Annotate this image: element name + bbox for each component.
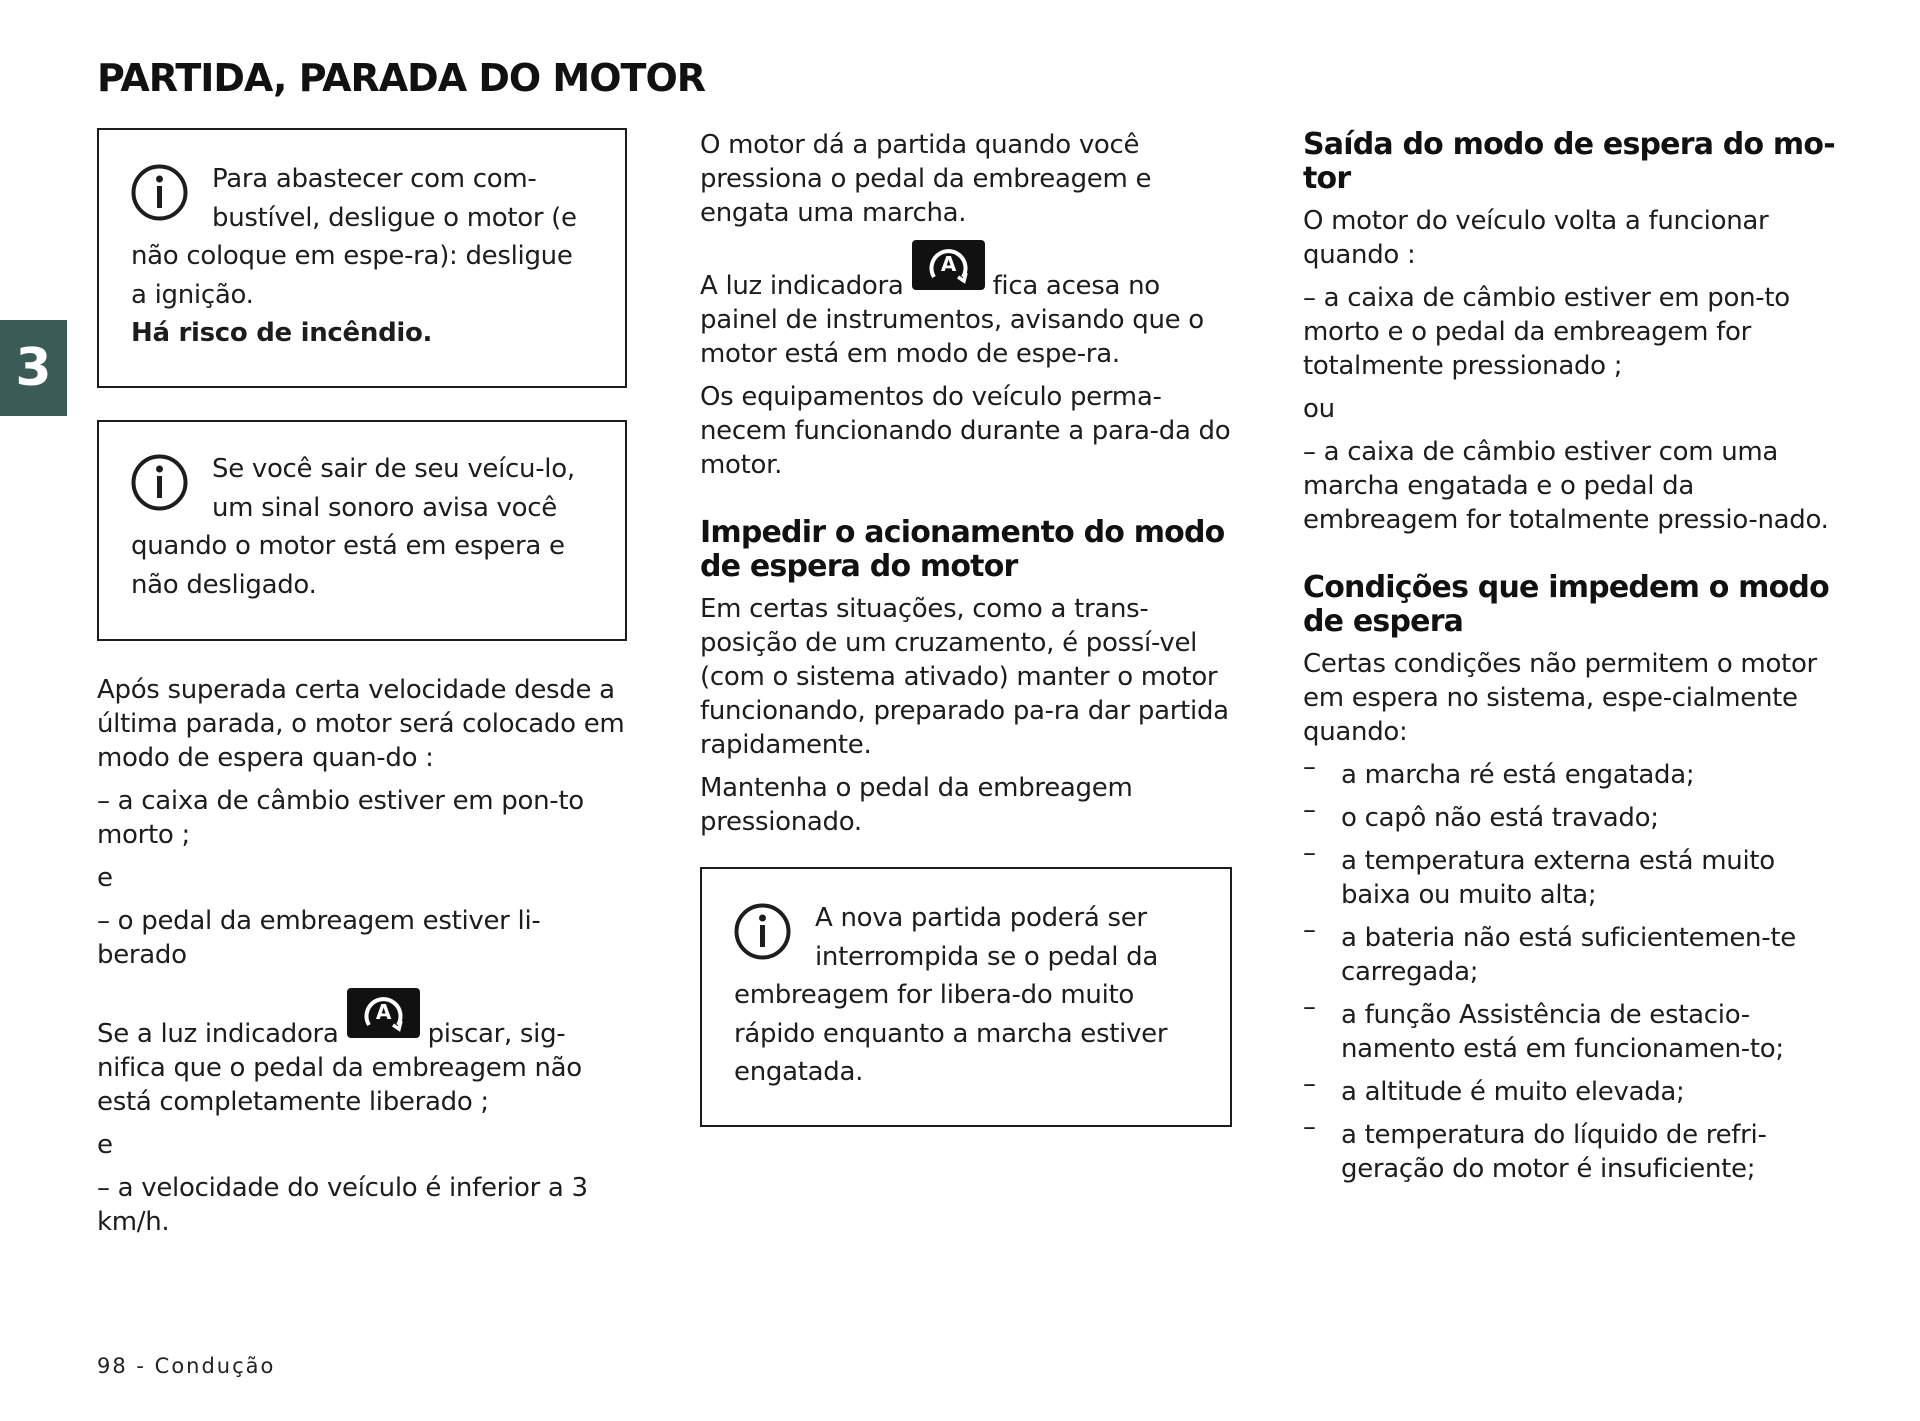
list-item: – a velocidade do veículo é inferior a 3 km/h. bbox=[97, 1173, 588, 1237]
list-item-text: a altitude é muito elevada; bbox=[1341, 1077, 1685, 1107]
list-item: – o pedal da embreagem estiver li-berado bbox=[97, 906, 541, 970]
column-1 bbox=[97, 128, 627, 1248]
column-2 bbox=[700, 128, 1236, 1127]
paragraph-indicator-blink bbox=[97, 998, 627, 1119]
bullet-dash: – bbox=[1303, 795, 1316, 825]
list-item-text: a função Assistência de estacio-namento está em funcionamen-to; bbox=[1341, 1000, 1784, 1064]
info-icon bbox=[734, 903, 791, 960]
info-icon bbox=[131, 454, 188, 511]
page-title: PARTIDA, PARADA DO MOTOR bbox=[97, 56, 706, 100]
paragraph: O motor do veículo volta a funcionar quando : bbox=[1303, 206, 1769, 270]
note-leave-vehicle-text: Se você sair de seu veícu-lo, um sinal sonoro avisa você quando o motor está em espera e não desligado. bbox=[131, 454, 575, 600]
list-item: – a caixa de câmbio estiver em pon-to morto e o pedal da embreagem for totalmente pressionado ; bbox=[1303, 283, 1790, 381]
list-item-text: a marcha ré está engatada; bbox=[1341, 760, 1695, 790]
paragraph: Os equipamentos do veículo perma-necem funcionando durante a para-da do motor. bbox=[700, 382, 1231, 480]
text-fragment: Se a luz indicadora bbox=[97, 1019, 339, 1049]
text-fragment: piscar, sig-nifica que o pedal da embreagem não está completamente liberado ; bbox=[97, 1019, 582, 1117]
auto-stop-indicator-icon bbox=[912, 240, 985, 290]
bullet-dash: – bbox=[1303, 1112, 1316, 1142]
list-item-text: a temperatura do líquido de refri-geração do motor é insuficiente; bbox=[1341, 1120, 1767, 1184]
section-heading: Saída do modo de espera do mo-tor bbox=[1303, 127, 1835, 196]
paragraph: Mantenha o pedal da embreagem pressionado. bbox=[700, 773, 1133, 837]
bullet-dash: – bbox=[1303, 1069, 1316, 1099]
list-item bbox=[1303, 838, 1843, 912]
note-box-restart bbox=[700, 867, 1232, 1127]
auto-stop-indicator-icon bbox=[347, 988, 420, 1038]
list-item bbox=[1303, 1112, 1843, 1186]
conjunction: e bbox=[97, 863, 113, 893]
section-heading: Impedir o acionamento do modo de espera do motor bbox=[700, 515, 1225, 584]
note-text bbox=[131, 160, 595, 353]
text-fragment: A luz indicadora bbox=[700, 271, 904, 301]
column-3 bbox=[1303, 128, 1843, 1195]
list-item-text: o capô não está travado; bbox=[1341, 803, 1659, 833]
section-heading: Condições que impedem o modo de espera bbox=[1303, 570, 1829, 639]
conjunction: ou bbox=[1303, 394, 1335, 424]
bullet-dash: – bbox=[1303, 915, 1316, 945]
conditions-list bbox=[1303, 752, 1843, 1186]
note-restart-text: A nova partida poderá ser interrompida se o pedal da embreagem for libera-do muito rápido enquanto a marcha estiver engatada. bbox=[734, 903, 1168, 1087]
list-item bbox=[1303, 992, 1843, 1066]
list-item: – a caixa de câmbio estiver em pon-to morto ; bbox=[97, 786, 584, 850]
paragraph: Após superada certa velocidade desde a última parada, o motor será colocado em modo de espera quan-do : bbox=[97, 675, 625, 773]
bullet-dash: – bbox=[1303, 752, 1316, 782]
list-item bbox=[1303, 795, 1843, 835]
svg-text:A: A bbox=[940, 252, 956, 276]
list-item-text: a bateria não está suficientemen-te carregada; bbox=[1341, 923, 1796, 987]
paragraph: Certas condições não permitem o motor em espera no sistema, espe-cialmente quando: bbox=[1303, 649, 1817, 747]
paragraph: O motor dá a partida quando você pressiona o pedal da embreagem e engata uma marcha. bbox=[700, 130, 1152, 228]
list-item-text: a temperatura externa está muito baixa ou muito alta; bbox=[1341, 846, 1775, 910]
note-box-refuel bbox=[97, 128, 627, 388]
bullet-dash: – bbox=[1303, 992, 1316, 1022]
list-item: – a caixa de câmbio estiver com uma marcha engatada e o pedal da embreagem for totalmente pressio-nado. bbox=[1303, 437, 1829, 535]
note-box-leave-vehicle bbox=[97, 420, 627, 641]
svg-text:A: A bbox=[375, 1000, 391, 1024]
paragraph-indicator-on bbox=[700, 250, 1236, 371]
conjunction: e bbox=[97, 1130, 113, 1160]
text-fragment: fica acesa no painel de instrumentos, avisando que o motor está em modo de espe-ra. bbox=[700, 271, 1204, 369]
col1-body bbox=[97, 673, 627, 1239]
chapter-tab: 3 bbox=[0, 320, 67, 416]
bullet-dash: – bbox=[1303, 838, 1316, 868]
page-footer: 98 - Condução bbox=[97, 1354, 276, 1378]
info-icon bbox=[131, 164, 188, 221]
list-item bbox=[1303, 915, 1843, 989]
list-item bbox=[1303, 752, 1843, 792]
paragraph: Em certas situações, como a trans-posição de um cruzamento, é possí-vel (com o sistema ativado) manter o motor funcionando, preparado pa-ra dar partida rapidamente. bbox=[700, 594, 1229, 760]
list-item bbox=[1303, 1069, 1843, 1109]
note-refuel-warning: Há risco de incêndio. bbox=[131, 318, 433, 348]
note-refuel-text: Para abastecer com com-bustível, desligue o motor (e não coloque em espe-ra): desligue a ignição. bbox=[131, 164, 577, 310]
